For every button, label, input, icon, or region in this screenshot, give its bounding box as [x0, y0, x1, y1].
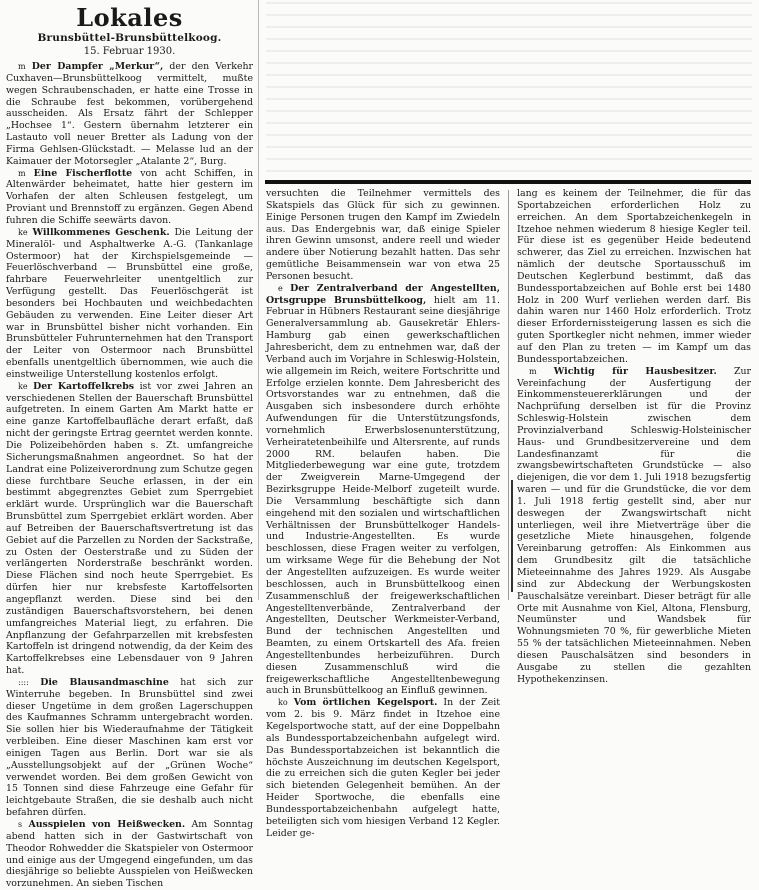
article-headline: Willkommenes Geschenk. — [32, 226, 170, 238]
article-hausbesitzer: m Wichtig für Hausbesitzer. Zur Vereinfachung der Ausfertigung der Einkommensteuererklärungen und der Nachprüfung derselben ist für die Provinz Schleswig-Holstein zwischen dem Provinzialverband Schleswig-Holsteinischer Haus- und Grundbesitzervereine und dem Landesfinanzamt für die zwangsbewirtschafteten Grundstücke — also diejenigen, die vor dem 1. Juli 1918 bezugsfertig waren — und für die Grundstücke, die vor dem 1. Juli 1918 fertig gestellt sind, aber nur deswegen der Zwangswirtschaft nicht unterliegen, weil ihre Mietverträge über die gesetzliche Miete hinausgehen, folgende Vereinbarung getroffen: Als Einkommen aus dem Grundbesitz gilt die tatsächliche Mieteeinnahme des Jahres 1929. Als Ausgabe sind zur Abdeckung der Werbungskosten Pauschalsätze vereinbart. Dieser beträgt für alle Orte mit Ausnahme von Kiel, Altona, Flensburg, Neumünster und Wandsbek für Wohnungsmieten 70 %, für gewerbliche Mieten 55 % der tatsächlichen Mieteeinnahmen. Neben diesen Pauschalsätzen sind besonders in Ausgabe zu stellen die gezahlten Hypothekenzinsen. — [517, 365, 751, 685]
article-headline: Ausspielen von Heißwecken. — [28, 819, 186, 830]
article-blausandmaschine: :::: Die Blausandmaschine hat sich zur Winterruhe begeben. In Brunsbüttel sind zwei dieser Ungetüme in dem großen Lagerschuppen des Kaufmannes Schramm untergebracht worden. Sie sollen hier bis Wiederaufnahme der Tätigkeit verbleiben. Eine dieser Maschinen kam erst vor einigen Tagen aus Berlin. Dort war sie als „Ausstellungsobjekt auf der „Grünen Woche“ verwendet worden. Bei dem großen Gewicht von 15 Tonnen sind diese Fahrzeuge eine Gefahr für leichtgebaute Straßen, die sie deshalb auch nicht befahren dürfen. — [6, 676, 253, 819]
left-column — [6, 0, 253, 890]
column-divider-middle-heavy — [511, 480, 513, 592]
article-body: Die Leitung der Mineralöl- und Asphaltwerke A.-G. (Tankanlage Ostermoor) hat der Kirchspielsgemeinde — Feuerlöschverband — Brunsbüttel eine große, fahrbare Feuerwehrleiter unentgeltlich zur Verfügung gestellt. Das Feuerlöschgerät ist besonders bei Hochbauten und weichbedachten Gebäuden zu verwenden. Eine Leiter dieser Art war in Brunsbüttel bisher nicht vorhanden. Ein Brunsbütteler Fuhrunternehmen hat den Transport der Leiter von Ostermoor nach Brunsbüttel ebenfalls unentgeltlich übernommen, wie auch die einstweilige Unterstellung kostenlos erfolgt. — [6, 226, 253, 380]
right-column — [517, 188, 751, 685]
article-body: versuchten die Teilnehmer vermittels des Skatspiels das Glück für sich zu gewinnen. Einige Personen trugen den Kampf im Zwiedeln aus. Das Endergebnis war, daß einige Spieler ihren Gewinn umsonst, andere reell und wieder andere über Notierung bezahlt hatten. Das sehr gemütliche Beisammensein war von etwa 25 Personen besucht. — [266, 188, 500, 282]
article-headline: Wichtig für Hausbesitzer. — [553, 365, 717, 377]
section-title: Lokales — [76, 3, 183, 32]
article-body: hat sich zur Winterruhe begeben. In Brunsbüttel sind zwei dieser Ungetüme in dem großen Lagerschuppen des Kaufmannes Schramm untergebracht worden. Sie sollen hier bis Wiederaufnahme der Tätigkeit verbleiben. Eine dieser Maschinen kam erst vor einigen Tagen aus Berlin. Dort war sie als „Ausstellungsobjekt auf der „Grünen Woche“ verwendet worden. Bei dem großen Gewicht von 15 Tonnen sind diese Fahrzeuge eine Gefahr für leichtgebaute Straßen, die sie deshalb auch nicht befahren dürfen. — [6, 676, 253, 819]
dateline: Brunsbüttel-Brunsbüttelkoog. — [37, 32, 222, 44]
date: 15. Februar 1930. — [83, 46, 176, 57]
article-headline: Die Blausandmaschine — [40, 676, 169, 688]
article-body: hielt am 11. Februar in Hübners Restaurant seine diesjährige Generalversammlung ab. Gausekretär Ehlers-Hamburg gab einen gewerkschaftlichen Jahresbericht, dem zu entnehmen war, daß der Verband auch im Vorjahre in Schleswig-Holstein, wie allgemein im Reich, weitere Fortschritte und Erfolge erzielen konnte. Dem Jahresbericht des Ortsvorstandes war zu entnehmen, daß die Ausgaben sich insbesondere durch erhöhte Aufwendungen für die Unterstützungsfonds, vornehmlich Erwerbslosenunterstützung, Verheiratetenbeihilfe und Altersrente, auf runds 2000 RM. belaufen haben. Die Mitgliederbewegung war eine gute, trotzdem der Zweigverein Marne-Umgegend der Bezirksgruppe Heide-Melborf zugeteilt wurde. Die Versammlung beschäftigte sich dann eingehend mit den sozialen und wirtschaftlichen Verhältnissen der Brunsbüttelkoger Handels- und Industrie-Angestellten. Es wurde beschlossen, diese Fragen weiter zu verfolgen, um wirksame Wege für die Behebung der Not der Angestellten aufzuzeigen. Es wurde weiter beschlossen, auch in Brunsbüttelkoog einen Zusammenschluß der freigewerkschaftlichen Angestelltenverbände, Zentralverband der Angestellten, Deutscher Werkmeister-Verband, Bund der technischen Angestellten und Beamten, zu einem Ortskartell des Afa. freien Angestelltenbundes herbeizuführen. Durch diesen Zusammenschluß wird die freigewerkschaftliche Angestelltenbewegung auch in Brunsbüttelkoog an Einfluß gewinnen. — [266, 294, 500, 697]
column-divider-left — [258, 0, 259, 600]
middle-column — [266, 188, 500, 839]
article-headline: Der Zentralverband der Angestellten, Ortsgruppe Brunsbüttelkoog, — [266, 282, 500, 306]
article-kegelsport-continued — [517, 188, 751, 366]
article-kegelsport: ko Vom örtlichen Kegelsport. In der Zeit vom 2. bis 9. März findet in Itzehoe eine Kegelsportwoche statt, auf der eine Doppelbahn als Bundessportabzeichenbahn aufgelegt wird. Das Bundessportabzeichen ist bekanntlich die höchste Auszeichnung im deutschen Kegelsport, die zu erreichen sich die guten Kegler bei jeder sich bietenden Gelegenheit bemühen. An der Heider Sportwoche, die ebenfalls eine Bundessportabzeichenbahn aufgelegt hatte, beteiligten sich vom hiesigen Verband 12 Kegler. Leider ge- — [266, 697, 501, 839]
article-geschenk: ke Willkommenes Geschenk. Die Leitung der Mineralöl- und Asphaltwerke A.-G. (Tankanlage Ostermoor) hat der Kirchspielsgemeinde — Feuerlöschverband — Brunsbüttel eine große, fahrbare Feuerwehrleiter unentgeltlich zur Verfügung gestellt. Das Feuerlöschgerät ist besonders bei Hochbauten und weichbedachten Gebäuden zu verwenden. Eine Leiter dieser Art war in Brunsbüttel bisher nicht vorhanden. Ein Brunsbütteler Fuhrunternehmen hat den Transport der Leiter von Ostermoor nach Brunsbüttel ebenfalls unentgeltlich übernommen, wie auch die einstweilige Unterstellung kostenlos erfolgt. — [6, 226, 253, 380]
article-body: Zur Vereinfachung der Ausfertigung der Einkommensteuererklärungen und der Nachprüfung derselben ist für die Provinz Schleswig-Holstein zwischen dem Provinzialverband Schleswig-Holsteinischer Haus- und Grundbesitzervereine und dem Landesfinanzamt für die zwangsbewirtschafteten Grundstücke — also diejenigen, die vor dem 1. Juli 1918 bezugsfertig waren — und für die Grundstücke, die vor dem 1. Juli 1918 fertig gestellt sind, aber nur deswegen der Zwangswirtschaft nicht unterliegen, weil ihre Mietverträge über die gesetzliche Miete hinausgehen, folgende Vereinbarung getroffen: Als Einkommen aus dem Grundbesitz gilt die tatsächliche Mieteeinnahme des Jahres 1929. Als Ausgabe sind zur Abdeckung der Werbungskosten Pauschalsätze vereinbart. Dieser beträgt für alle Orte mit Ausnahme von Kiel, Altona, Flensburg, Neumünster und Wandsbek für Wohnungsmieten 70 %, für gewerbliche Mieten 55 % der tatsächlichen Mieteeinnahmen. Neben diesen Pauschalsätzen sind besonders in Ausgabe zu stellen die gezahlten Hypothekenzinsen. — [517, 365, 751, 685]
article-headline: Der Dampfer „Merkur“, — [31, 61, 164, 72]
article-merkur: m Der Dampfer „Merkur“, der den Verkehr Cuxhaven—Brunsbüttelkoog vermittelt, mußte wegen Schraubenschaden, er hatte eine Trosse in die Schraube fest bekommen, vorübergehend ausscheiden. Als Ersatz fährt der Schlepper „Hochsee 1“. Gestern übernahm letzterer ein Lastauto voll neuer Bretter als Ladung von der Firma Gehlsen-Glückstadt. — Melasse lud an der Kaimauer der Motorsegler „Atalante 2“, Burg. — [6, 61, 254, 167]
article-headline: Vom örtlichen Kegelsport. — [293, 697, 438, 709]
article-body: In der Zeit vom 2. bis 9. März findet in Itzehoe eine Kegelsportwoche statt, auf der eine Doppelbahn als Bundessportabzeichenbahn aufgelegt wird. Das Bundessportabzeichen ist bekanntlich die höchste Auszeichnung im deutschen Kegelsport, die zu erreichen sich die guten Kegler bei jeder sich bietenden Gelegenheit bemühen. An der Heider Sportwoche, die ebenfalls eine Bundessportabzeichenbahn aufgelegt hatte, beteiligten sich vom hiesigen Verband 12 Kegler. Leider ge- — [266, 697, 501, 839]
article-kartoffelkrebs: ke Der Kartoffelkrebs ist vor zwei Jahren an verschiedenen Stellen der Bauerschaft Brunsbüttel aufgetreten. In einem Garten Am Markt hatte er eine ganze Kartoffelbaufläche derart erfaßt, daß nicht der geringste Ertrag geerntet werden konnte. Die Polizeibehörden haben s. Zt. umfangreiche Sicherungsmaßnahmen angeordnet. So hat der Landrat eine Polizeiverordnung zum Schutze gegen diese furchtbare Seuche erlassen, in der ein bestimmt abgegrenztes Gebiet zum Sperrgebiet erklärt wurde. Ursprünglich war die Bauerschaft Brunsbüttel zum Sperrgebiet erklärt worden. Aber auf Betreiben der Bauerschaftsvertretung ist das Gebiet auf die Parzellen zu Norden der Sackstraße, zu Osten der Oesterstraße und zu Süden der verlängerten Norderstraße beschränkt worden. Diese Flächen sind noch heute Sperrgebiet. Es dürfen hier nur krebsfeste Kartoffelsorten angepflanzt werden. Diese sind bei den zuständigen Bauerschaftsvorstehern, bei denen umfangreiches Material liegt, zu erfahren. Die Anpflanzung der Gefahrparzellen mit krebsfesten Kartoffeln ist dringend notwendig, da der Keim des Kartoffelkrebses eine Lebensdauer von 9 Jahren hat. — [6, 380, 254, 677]
article-heisswecken-continued — [266, 188, 500, 283]
article-zentralverband: e Der Zentralverband der Angestellten, Ortsgruppe Brunsbüttelkoog, hielt am 11. Februar in Hübners Restaurant seine diesjährige Generalversammlung ab. Gausekretär Ehlers-Hamburg gab einen gewerkschaftlichen Jahresbericht, dem zu entnehmen war, daß der Verband auch im Vorjahre in Schleswig-Holstein, wie allgemein im Reich, weitere Fortschritte und Erfolge erzielen konnte. Dem Jahresbericht des Ortsvorstandes war zu entnehmen, daß die Ausgaben sich insbesondere durch erhöhte Aufwendungen für die Unterstützungsfonds, vornehmlich Erwerbslosenunterstützung, Verheiratetenbeihilfe und Altersrente, auf runds 2000 RM. belaufen haben. Die Mitgliederbewegung war eine gute, trotzdem der Zweigverein Marne-Umgegend der Bezirksgruppe Heide-Melborf zugeteilt wurde. Die Versammlung beschäftigte sich dann eingehend mit den sozialen und wirtschaftlichen Verhältnissen der Brunsbüttelkoger Handels- und Industrie-Angestellten. Es wurde beschlossen, diese Fragen weiter zu verfolgen, um wirksame Wege für die Behebung der Not der Angestellten aufzuzeigen. Es wurde weiter beschlossen, auch in Brunsbüttelkoog einen Zusammenschluß der freigewerkschaftlichen Angestelltenverbände, Zentralverband der Angestellten, Deutscher Werkmeister-Verband, Bund der technischen Angestellten und Beamten, zu einem Ortskartell des Afa. freien Angestelltenbundes herbeizuführen. Durch diesen Zusammenschluß wird die freigewerkschaftliche Angestelltenbewegung auch in Brunsbüttelkoog an Einfluß gewinnen. — [266, 282, 500, 697]
thick-horizontal-rule — [265, 180, 751, 184]
article-fischerflotte: m Eine Fischerflotte von acht Schiffen, in Altenwärder beheimatet, hatte hier gestern im Vorhafen der alten Schleusen festgelegt, um Proviant und Brennstoff zu ergänzen. Gegen Abend fuhren die Schiffe seewärts davon. — [6, 167, 254, 226]
article-body: von acht Schiffen, in Altenwärder beheimatet, hatte hier gestern im Vorhafen der alten Schleusen festgelegt, um Proviant und Brennstoff zu ergänzen. Gegen Abend fuhren die Schiffe seewärts davon. — [6, 167, 254, 226]
bleed-through-texture — [266, 2, 752, 172]
article-headline: Der Kartoffelkrebs — [33, 380, 135, 392]
article-headline: Eine Fischerflotte — [33, 167, 133, 179]
article-body: ist vor zwei Jahren an verschiedenen Stellen der Bauerschaft Brunsbüttel aufgetreten. In einem Garten Am Markt hatte er eine ganze Kartoffelbaufläche derart erfaßt, daß nicht der geringste Ertrag geerntet werden konnte. Die Polizeibehörden haben s. Zt. umfangreiche Sicherungsmaßnahmen angeordnet. So hat der Landrat eine Polizeiverordnung zum Schutze gegen diese furchtbare Seuche erlassen, in der ein bestimmt abgegrenztes Gebiet zum Sperrgebiet erklärt wurde. Ursprünglich war die Bauerschaft Brunsbüttel zum Sperrgebiet erklärt worden. Aber auf Betreiben der Bauerschaftsvertretung ist das Gebiet auf die Parzellen zu Norden der Sackstraße, zu Osten der Oesterstraße und zu Süden der verlängerten Norderstraße beschränkt worden. Diese Flächen sind noch heute Sperrgebiet. Es dürfen hier nur krebsfeste Kartoffelsorten angepflanzt werden. Diese sind bei den zuständigen Bauerschaftsvorstehern, bei denen umfangreiches Material liegt, zu erfahren. Die Anpflanzung der Gefahrparzellen mit krebsfesten Kartoffeln ist dringend notwendig, da der Keim des Kartoffelkrebses eine Lebensdauer von 9 Jahren hat. — [6, 380, 254, 677]
column-divider-middle — [508, 190, 509, 600]
article-body: lang es keinem der Teilnehmer, die für das Sportabzeichen erforderlichen Holz zu erreichen. An dem Sportabzeichenkegeln in Itzehoe nehmen wiederum 8 hiesige Kegler teil. Für diese ist es gegenüber Heide bedeutend schwerer, das Ziel zu erreichen. Inzwischen hat nämlich der deutsche Sportausschuß im Deutschen Keglerbund bestimmt, daß das Bundessportabzeichen auf Bohle erst bei 1480 Holz in 200 Wurf verliehen werden darf. Bis dahin waren nur 1460 Holz erforderlich. Trotz dieser Erfordernissteigerung lassen es sich die guten Sportkegler nicht nehmen, immer wieder auf den Plan zu treten — im Kampf um das Bundessportabzeichen. — [517, 188, 751, 365]
article-heisswecken: s Ausspielen von Heißwecken. Am Sonntag abend hatten sich in der Gastwirtschaft von Theodor Rohwedder die Skatspieler von Ostermoor und einige aus der Umgegend eingefunden, um das diesjährige so beliebte Ausspielen von Heißwecken vorzunehmen. An sieben Tischen — [6, 819, 253, 890]
article-body: der den Verkehr Cuxhaven—Brunsbüttelkoog vermittelt, mußte wegen Schraubenschaden, er hatte eine Trosse in die Schraube fest bekommen, vorübergehend ausscheiden. Als Ersatz fährt der Schlepper „Hochsee 1“. Gestern übernahm letzterer ein Lastauto voll neuer Bretter als Ladung von der Firma Gehlsen-Glückstadt. — Melasse lud an der Kaimauer der Motorsegler „Atalante 2“, Burg. — [6, 61, 254, 167]
masthead — [6, 4, 253, 58]
article-body: Am Sonntag abend hatten sich in der Gastwirtschaft von Theodor Rohwedder die Skatspieler von Ostermoor und einige aus der Umgegend eingefunden, um das diesjährige so beliebte Ausspielen von Heißwecken vorzunehmen. An sieben Tischen — [6, 819, 253, 890]
